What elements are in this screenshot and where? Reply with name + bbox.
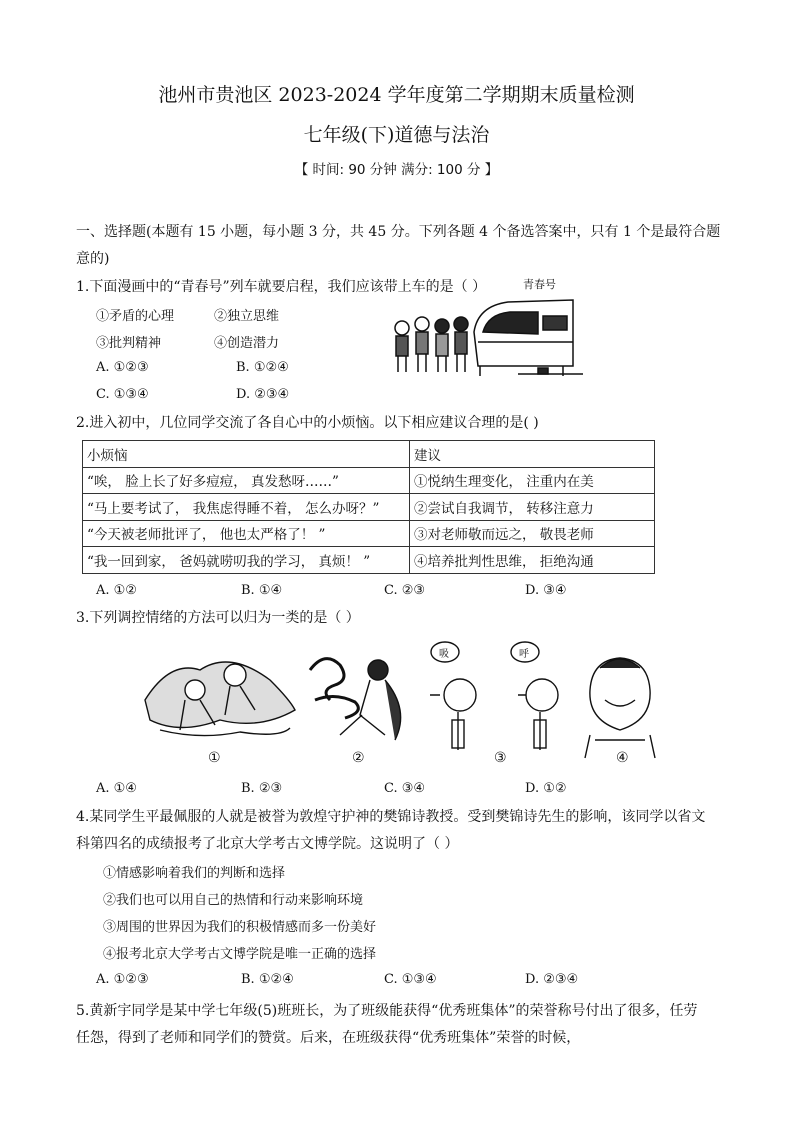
q3-option-b[interactable]: B. ②③ xyxy=(241,781,283,796)
q2-option-d[interactable]: D. ③④ xyxy=(525,583,567,598)
q1-option-a[interactable]: A. ①②③ xyxy=(96,360,149,375)
table-row xyxy=(83,520,655,547)
q4-item-1: ①情感影响着我们的判断和选择 xyxy=(103,866,286,881)
q2-option-b[interactable]: B. ①④ xyxy=(241,583,283,598)
exam-info: 【 时间: 90 分钟 满分: 100 分 】 xyxy=(294,162,499,178)
q1-item-2: ②独立思维 xyxy=(214,309,280,324)
picture-label-1: ① xyxy=(208,750,221,766)
q1-stem: 1.下面漫画中的“青春号”列车就要启程，我们应该带上车的是（ ） xyxy=(76,279,487,295)
q4-stem: 4.某同学生平最佩服的人就是被誉为敦煌守护神的樊锦诗教授。受到樊锦诗先生的影响，该同学以省文 xyxy=(76,809,706,825)
table-header-row xyxy=(83,441,655,468)
q2-stem: 2.进入初中，几位同学交流了各自心中的小烦恼。以下相应建议合理的是( ) xyxy=(76,415,539,431)
picture-label-2: ② xyxy=(352,750,365,766)
q4-stem-cont: 科第四名的成绩报考了北京大学考古文博学院。这说明了（ ） xyxy=(76,836,459,852)
picture-label-4: ④ xyxy=(616,750,629,766)
bubble-inhale: 吸 xyxy=(439,649,449,660)
q2-option-c[interactable]: C. ②③ xyxy=(384,583,426,598)
picture-3-breathing xyxy=(430,642,558,750)
q4-item-4: ④报考北京大学考古文博学院是唯一正确的选择 xyxy=(103,947,377,962)
table-row xyxy=(83,494,655,521)
table-header-advice: 建议 xyxy=(410,441,655,468)
picture-4-face xyxy=(585,658,655,758)
table-cell: “马上要考试了， 我焦虑得睡不着， 怎么办呀？” xyxy=(83,494,410,521)
q1-option-d[interactable]: D. ②③④ xyxy=(236,387,290,402)
train-illustration xyxy=(474,300,583,376)
q5-stem-cont: 任怨，得到了老师和同学们的赞赏。后来，在班级获得“优秀班集体”荣誉的时候， xyxy=(76,1030,581,1046)
q1-item-1: ①矛盾的心理 xyxy=(96,309,175,324)
page-title: 池州市贵池区 2023-2024 学年度第二学期期末质量检测 xyxy=(158,84,635,106)
table-cell: ①悦纳生理变化， 注重内在美 xyxy=(410,467,655,494)
q4-option-c[interactable]: C. ①③④ xyxy=(384,972,437,987)
q1-option-c[interactable]: C. ①③④ xyxy=(96,387,149,402)
table-cell: ③对老师敬而远之， 敬畏老师 xyxy=(410,520,655,547)
picture-1-mountain xyxy=(145,662,295,736)
students-illustration xyxy=(395,317,468,372)
q4-item-3: ③周围的世界因为我们的积极情感而多一份美好 xyxy=(103,920,377,935)
table-cell: “我一回到家， 爸妈就唠叨我的学习， 真烦！ ” xyxy=(83,547,410,574)
q3-option-a[interactable]: A. ①④ xyxy=(96,781,137,796)
table-row xyxy=(83,547,655,574)
q1-option-b[interactable]: B. ①②④ xyxy=(236,360,289,375)
q3-option-d[interactable]: D. ①② xyxy=(525,781,567,796)
emotion-methods-illustrations xyxy=(140,640,670,768)
page-subtitle: 七年级(下)道德与法治 xyxy=(303,124,490,146)
train-cartoon xyxy=(388,272,588,380)
picture-2-swirl xyxy=(310,659,401,740)
q3-option-c[interactable]: C. ③④ xyxy=(384,781,426,796)
q2-option-a[interactable]: A. ①② xyxy=(96,583,137,598)
section-heading-cont: 意的) xyxy=(76,251,110,267)
q1-item-3: ③批判精神 xyxy=(96,336,162,351)
table-cell: ②尝试自我调节， 转移注意力 xyxy=(410,494,655,521)
table-row xyxy=(83,467,655,494)
table-cell: “唉， 脸上长了好多痘痘， 真发愁呀……” xyxy=(83,467,410,494)
table-cell: “今天被老师批评了， 他也太严格了！ ” xyxy=(83,520,410,547)
table-header-worry: 小烦恼 xyxy=(83,441,410,468)
picture-label-3: ③ xyxy=(494,750,507,766)
q4-option-d[interactable]: D. ②③④ xyxy=(525,972,579,987)
q4-option-a[interactable]: A. ①②③ xyxy=(96,972,149,987)
q3-stem: 3.下列调控情绪的方法可以归为一类的是（ ） xyxy=(76,610,360,626)
q4-item-2: ②我们也可以用自己的热情和行动来影响环境 xyxy=(103,893,364,908)
q4-option-b[interactable]: B. ①②④ xyxy=(241,972,294,987)
q1-item-4: ④创造潜力 xyxy=(214,336,280,351)
section-heading: 一、选择题(本题有 15 小题，每小题 3 分，共 45 分。下列各题 4 个备选答案中，只有 1 个是最符合题 xyxy=(76,224,721,240)
train-label: 青春号 xyxy=(523,278,556,291)
table-cell: ④培养批判性思维， 拒绝沟通 xyxy=(410,547,655,574)
worries-table xyxy=(82,440,655,574)
q5-stem: 5.黄新宇同学是某中学七年级(5)班班长，为了班级能获得“优秀班集体”的荣誉称号付出了很多，任劳 xyxy=(76,1003,698,1019)
bubble-exhale: 呼 xyxy=(519,649,529,660)
